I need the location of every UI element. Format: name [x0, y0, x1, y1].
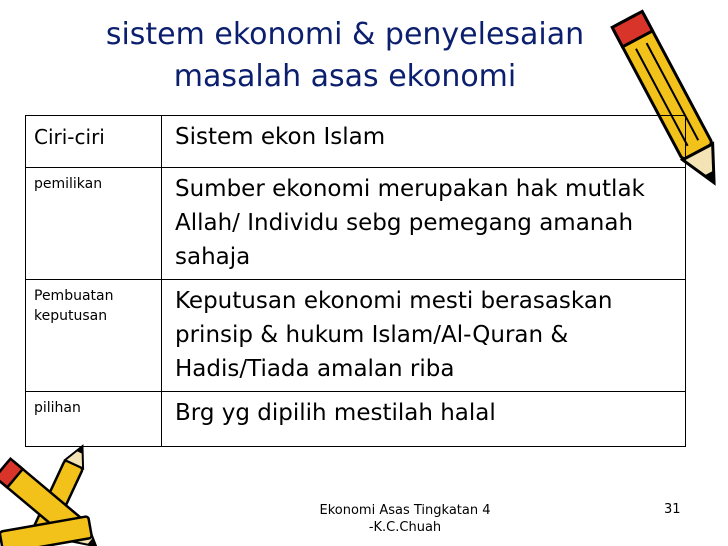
table-cell [162, 116, 686, 168]
title-line-2: masalah asas ekonomi [173, 59, 517, 94]
table-cell [162, 392, 686, 447]
footer-line-1: Ekonomi Asas Tingkatan 4 [319, 503, 491, 518]
title-line-1: sistem ekonomi & penyelesaian [105, 17, 585, 52]
page-number: 31 [664, 502, 681, 517]
slide-footer [300, 502, 510, 536]
column-header-ciri: Ciri-ciri [34, 125, 105, 149]
slide-title [60, 14, 630, 98]
table-cell [26, 168, 162, 280]
row-label: Pembuatan keputusan [34, 288, 114, 324]
row-label: pilihan [34, 400, 81, 416]
comparison-table [25, 115, 686, 447]
row-text: Brg yg dipilih mestilah halal [175, 400, 496, 426]
footer-line-2: -K.C.Chuah [368, 520, 442, 535]
table-row [26, 392, 686, 447]
table-row [26, 168, 686, 280]
pencil-icon [0, 435, 110, 546]
column-header-sistem: Sistem ekon Islam [175, 124, 386, 150]
table-cell [26, 116, 162, 168]
row-text: Keputusan ekonomi mesti berasaskan prinsip & hukum Islam/Al-Quran & Hadis/Tiada amalan riba [175, 288, 613, 382]
table-header-row [26, 116, 686, 168]
table-cell [162, 280, 686, 392]
table-cell [26, 392, 162, 447]
table-row [26, 280, 686, 392]
table-cell [26, 280, 162, 392]
table-cell [162, 168, 686, 280]
row-label: pemilikan [34, 176, 103, 192]
row-text: Sumber ekonomi merupakan hak mutlak Allah/ Individu sebg pemegang amanah sahaja [175, 176, 645, 270]
